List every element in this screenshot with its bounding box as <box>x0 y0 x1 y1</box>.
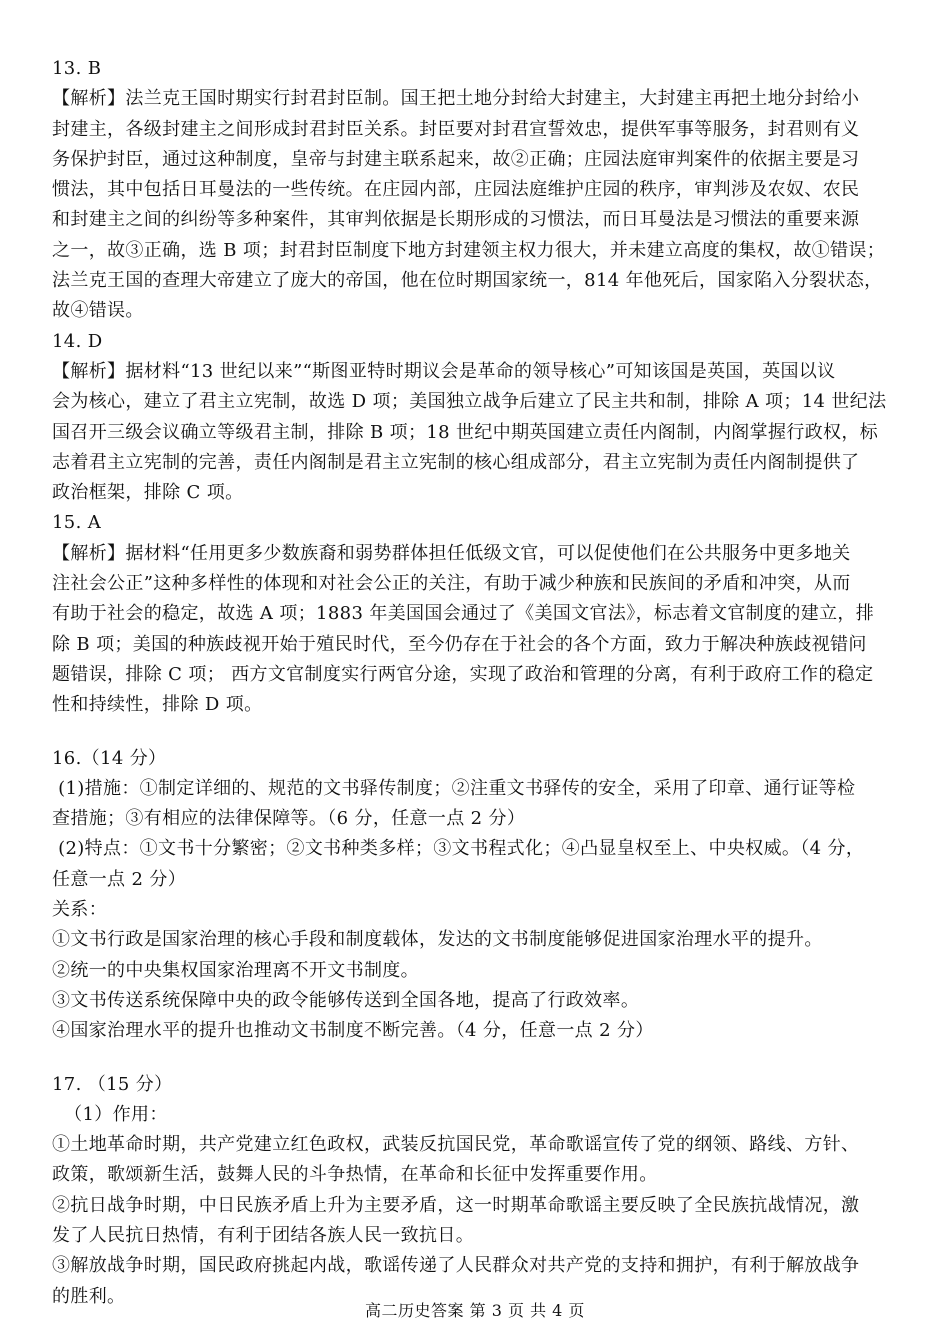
explanation-line: 务保护封臣，通过这种制度，皇帝与封建主联系起来，故②正确；庄园法庭审判案件的依据主要是习 <box>52 148 860 170</box>
explanation-line: 会为核心，建立了君主立宪制，故选 D 项；美国独立战争后建立了民主共和制，排除 A 项；14 世纪法 <box>52 391 887 413</box>
answer-label: 13. B <box>52 58 102 79</box>
explanation-line: 故④错误。 <box>52 300 144 322</box>
question-heading: 17. （15 分） <box>52 1073 173 1095</box>
explanation-line: 政治框架，排除 C 项。 <box>52 482 244 504</box>
answer-line: ①文书行政是国家治理的核心手段和制度载体，发达的文书制度能够促进国家治理水平的提升。 <box>52 929 823 951</box>
section-gap <box>52 721 902 744</box>
answer-line: 关系： <box>52 899 108 921</box>
explanation-line: 有助于社会的稳定，故选 A 项；1883 年美国国会通过了《美国文官法》，标志着文官制度的建立，排 <box>52 603 875 625</box>
explanation-line: 题错误，排除 C 项； 西方文官制度实行两官分途，实现了政治和管理的分离，有利于政府工作的稳定 <box>52 663 874 685</box>
page-footer: 高二历史答案 第 3 页 共 4 页 <box>365 1301 585 1320</box>
answer-line: ②抗日战争时期，中日民族矛盾上升为主要矛盾，这一时期革命歌谣主要反映了全民族抗战情况，激 <box>52 1194 860 1216</box>
explanation-line: 之一，故③正确，选 B 项；封君封臣制度下地方封建领主权力很大，并未建立高度的集权，故①错误； <box>52 239 886 261</box>
explanation-line: 法兰克王国的查理大帝建立了庞大的帝国，他在位时期国家统一，814 年他死后，国家陷入分裂状态， <box>52 270 883 292</box>
answer-line: 政策，歌颂新生活，鼓舞人民的斗争热情，在革命和长征中发挥重要作用。 <box>52 1164 658 1186</box>
question-15 <box>52 508 902 720</box>
explanation-line: 【解析】据材料“13 世纪以来”“斯图亚特时期议会是革命的领导核心”可知该国是英国，英国以议 <box>52 360 836 382</box>
answer-line: ④国家治理水平的提升也推动文书制度不断完善。（4 分，任意一点 2 分） <box>52 1020 654 1042</box>
section-gap <box>52 1047 902 1070</box>
explanation-line: 和封建主之间的纠纷等多种案件，其审判依据是长期形成的习惯法，而日耳曼法是习惯法的重要来源 <box>52 209 860 231</box>
explanation-line: 性和持续性，排除 D 项。 <box>52 694 263 716</box>
answer-line: （1）作用： <box>52 1103 168 1125</box>
explanation-line: 封建主，各级封建主之间形成封君封臣关系。封臣要对封君宣誓效忠，提供军事等服务，封君则有义 <box>52 118 860 140</box>
answer-line: ②统一的中央集权国家治理离不开文书制度。 <box>52 959 419 981</box>
explanation-line: 除 B 项；美国的种族歧视开始于殖民时代，至今仍存在于社会的各个方面，致力于解决种族歧视错问 <box>52 633 867 655</box>
question-14 <box>52 327 902 509</box>
answer-line: ③解放战争时期，国民政府挑起内战，歌谣传递了人民群众对共产党的支持和拥护，有利于解放战争 <box>52 1255 860 1277</box>
explanation-line: 国召开三级会议确立等级君主制，排除 B 项；18 世纪中期英国建立责任内阁制，内阁掌握行政权，标 <box>52 421 879 443</box>
explanation-line: 惯法，其中包括日耳曼法的一些传统。在庄园内部，庄园法庭维护庄园的秩序，审判涉及农奴、农民 <box>52 179 860 201</box>
question-17 <box>52 1070 902 1312</box>
explanation-line: 【解析】据材料“任用更多少数族裔和弱势群体担任低级文官，可以促使他们在公共服务中更多地关 <box>52 542 851 564</box>
explanation-line: 【解析】法兰克王国时期实行封君封臣制。国王把土地分封给大封建主，大封建主再把土地分封给小 <box>52 88 860 110</box>
answer-line: (1)措施：①制定详细的、规范的文书驿传制度；②注重文书驿传的安全，采用了印章、通行证等检 <box>52 777 856 799</box>
answer-label: 14. D <box>52 330 103 352</box>
answer-page <box>52 54 902 1312</box>
answer-line: ①土地革命时期，共产党建立红色政权，武装反抗国民党，革命歌谣宣传了党的纲领、路线、方针、 <box>52 1134 860 1156</box>
answer-line: 任意一点 2 分） <box>52 868 187 890</box>
answer-line: ③文书传送系统保障中央的政令能够传送到全国各地，提高了行政效率。 <box>52 989 640 1011</box>
explanation-line: 志着君主立宪制的完善，责任内阁制是君主立宪制的核心组成部分，君主立宪制为责任内阁制提供了 <box>52 451 860 473</box>
answer-line: (2)特点：①文书十分繁密；②文书种类多样；③文书程式化；④凸显皇权至上、中央权威。（4 分， <box>52 838 865 860</box>
question-16 <box>52 744 902 1047</box>
answer-label: 15. A <box>52 512 102 534</box>
question-heading: 16.（14 分） <box>52 747 167 769</box>
explanation-line: 注社会公正”这种多样性的体现和对社会公正的关注，有助于减少种族和民族间的矛盾和冲突，从而 <box>52 573 851 595</box>
answer-line: 查措施；③有相应的法律保障等。（6 分，任意一点 2 分） <box>52 808 526 830</box>
answer-line: 发了人民抗日热情，有利于团结各族人民一致抗日。 <box>52 1224 475 1246</box>
answer-line: 的胜利。 <box>52 1285 126 1307</box>
question-13 <box>52 54 902 327</box>
